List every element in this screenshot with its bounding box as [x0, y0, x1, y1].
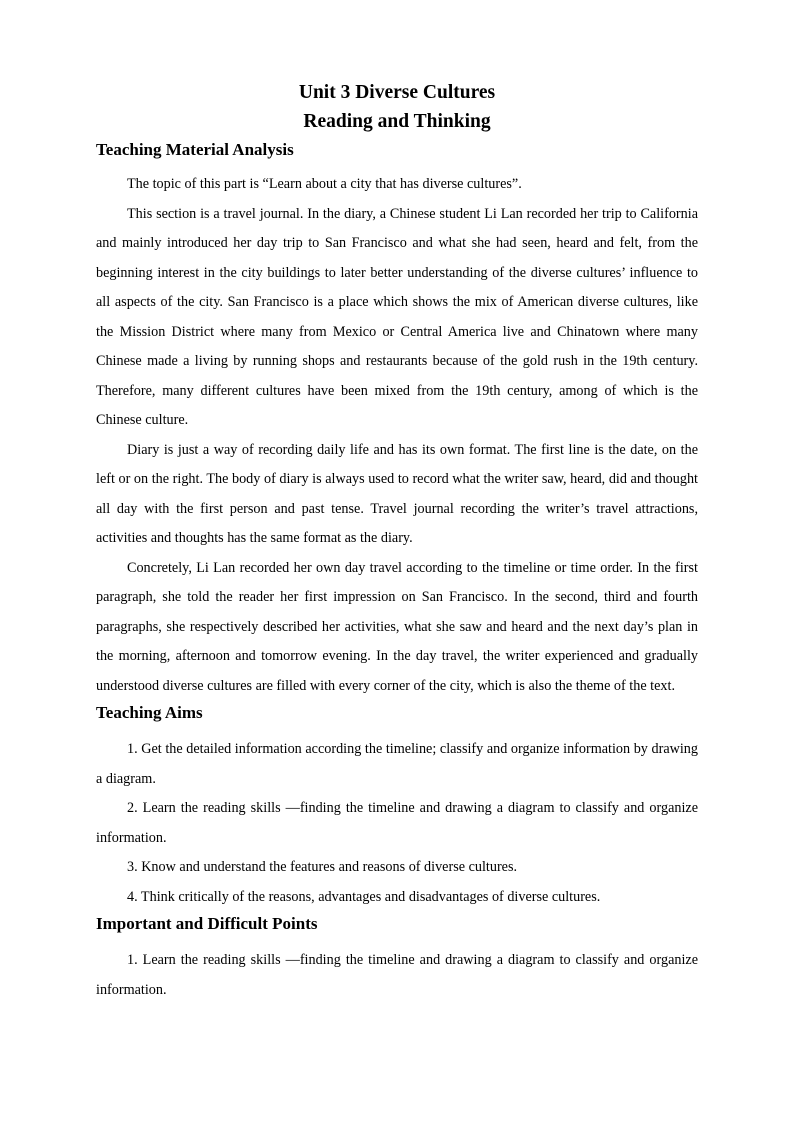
paragraph: Diary is just a way of recording daily life and has its own format. The first line is the date, on the left or on the right. The body of diary is always used to record what the writer saw, heard, did and thought all day with the first person and past tense. Travel journal recording the writer’s travel attractions, activities and thoughts has the same format as the diary.: [96, 441, 698, 546]
paragraph: Concretely, Li Lan recorded her own day travel according to the timeline or time order. In the first paragraph, she told the reader her first impression on San Francisco. In the second, third and fourth paragraphs, she respectively described her activities, what she saw and heard and the next day’s plan in the morning, afternoon and tomorrow evening. In the day travel, the writer experienced and gradually understood diverse cultures are filled with every corner of the city, which is also the theme of the text.: [96, 559, 698, 694]
document-page: [96, 78, 698, 1005]
list-item: 2. Learn the reading skills —finding the timeline and drawing a diagram to classify and organize information.: [96, 800, 698, 846]
list-item: 1. Get the detailed information according the timeline; classify and organize information by drawing a diagram.: [96, 741, 698, 787]
list-item: 4. Think critically of the reasons, advantages and disadvantages of diverse cultures.: [127, 888, 601, 905]
document-title: Unit 3 Diverse Cultures: [298, 82, 496, 103]
document-subtitle: Reading and Thinking: [303, 111, 491, 132]
list-item: 3. Know and understand the features and reasons of diverse cultures.: [127, 859, 518, 875]
section-heading-teaching-aims: Teaching Aims: [96, 703, 203, 722]
paragraph: The topic of this part is “Learn about a city that has diverse cultures”.: [127, 176, 522, 192]
paragraph: This section is a travel journal. In the diary, a Chinese student Li Lan recorded her trip to California and mainly introduced her day trip to San Francisco and what she had seen, heard and felt, from the beginning interest in the city buildings to later better understanding of the diverse cultures’ influence to all aspects of the city. San Francisco is a place which shows the mix of American diverse cultures, like the Mission District where many from Mexico or Central America live and Chinatown where many Chinese made a living by running shops and restaurants because of the gold rush in the 19th century. Therefore, many different cultures have been mixed from the 19th century, among of which is the Chinese culture.: [96, 205, 698, 428]
section-heading-important-difficult-points: Important and Difficult Points: [96, 914, 318, 933]
section-heading-teaching-material-analysis: Teaching Material Analysis: [96, 140, 294, 159]
list-item: 1. Learn the reading skills —finding the timeline and drawing a diagram to classify and organize information.: [96, 952, 698, 998]
